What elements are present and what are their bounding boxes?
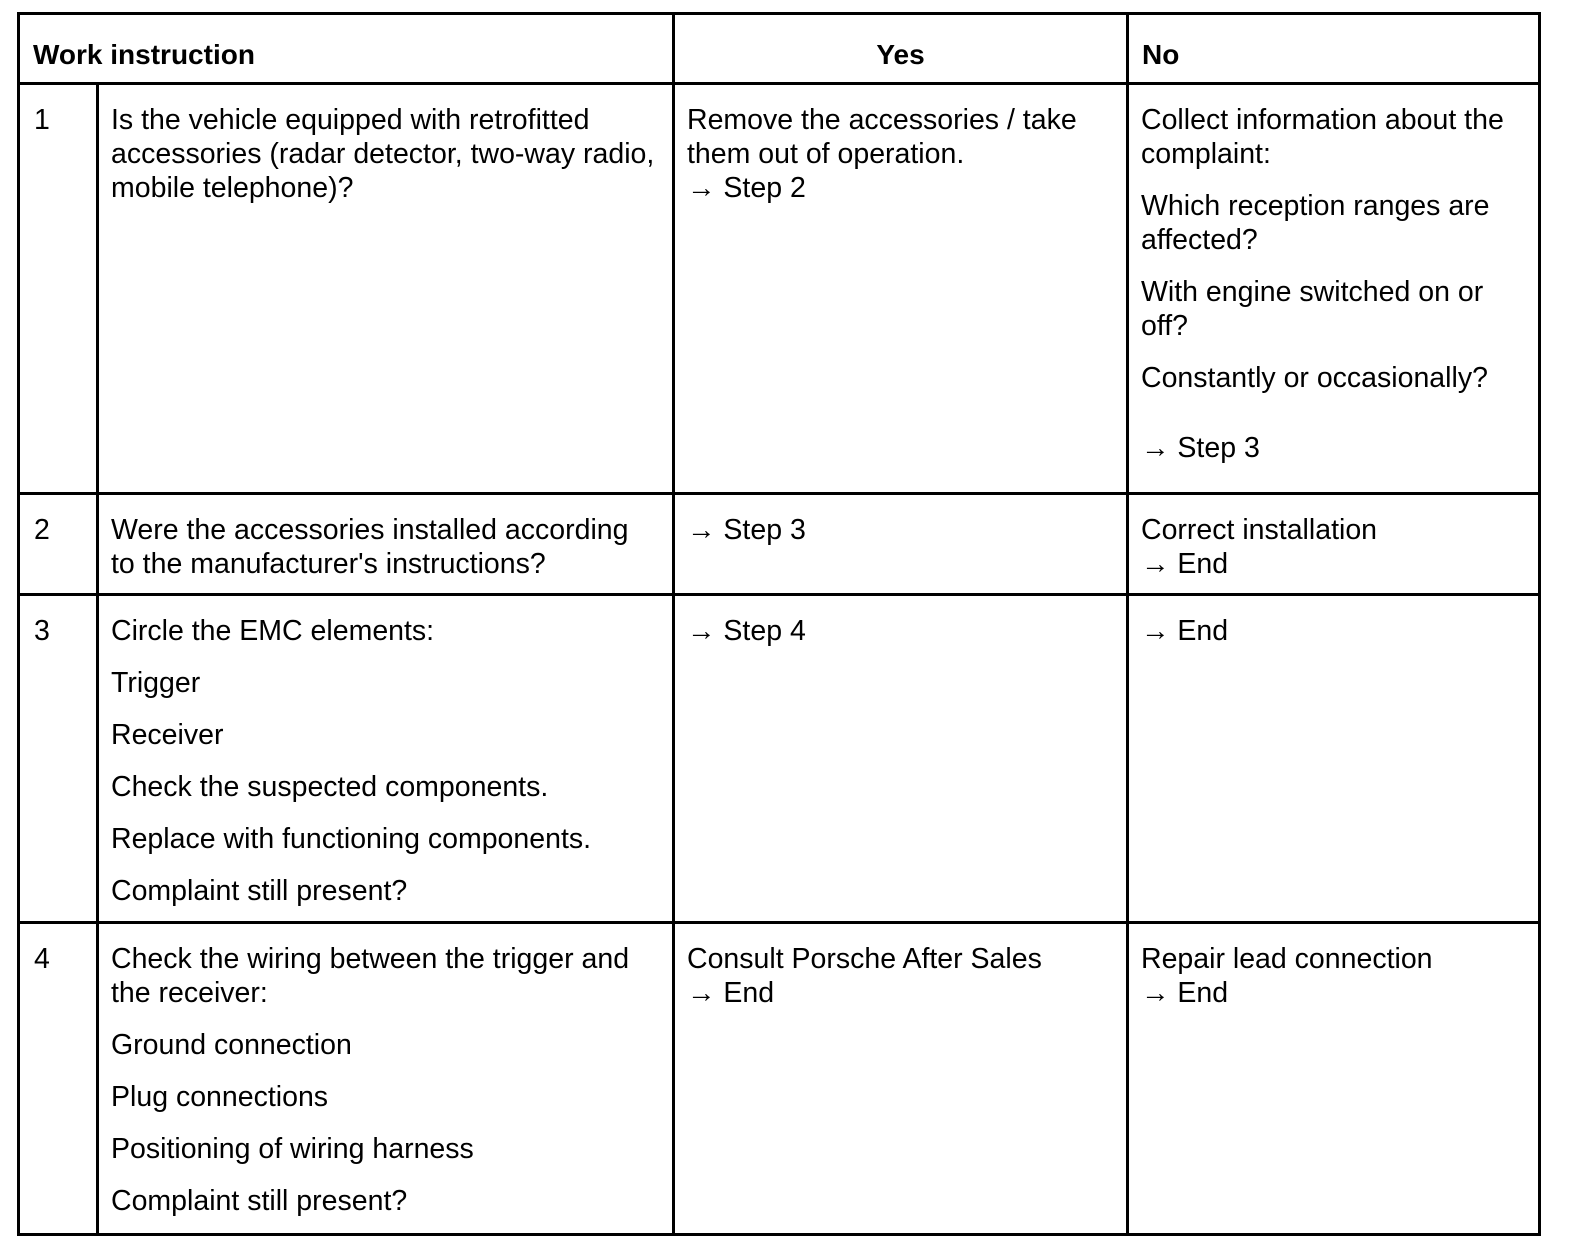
step-number: 1 [19,84,98,494]
instruction-cell [98,923,674,1235]
instruction-text: Is the vehicle equipped with retrofitted accessories (radar detector, two-way radio, mobile telephone)? [111,104,655,204]
no-goto: → End [1141,548,1229,580]
instruction-text: Check the suspected components. [111,771,549,803]
yes-text: Remove the accessories / take them out of operation. [687,104,1077,170]
no-cell [1128,494,1540,595]
instruction-text: Receiver [111,719,224,751]
instruction-text: Complaint still present? [111,875,408,907]
instruction-cell [98,494,674,595]
yes-text: Consult Porsche After Sales [687,943,1042,975]
yes-goto: → Step 2 [687,172,806,204]
instruction-text: Trigger [111,667,201,699]
header-no: No [1128,14,1540,84]
instruction-text: Replace with functioning components. [111,823,592,855]
no-text: Which reception ranges are affected? [1141,190,1490,256]
instruction-text: Complaint still present? [111,1185,408,1217]
table-row [19,84,1540,494]
step-number: 4 [19,923,98,1235]
yes-goto: → Step 4 [687,615,806,647]
table-row [19,595,1540,923]
instruction-text: Plug connections [111,1081,329,1113]
header-yes: Yes [674,14,1128,84]
no-cell [1128,595,1540,923]
table-row [19,923,1540,1235]
no-text: With engine switched on or off? [1141,276,1484,342]
instruction-text: Were the accessories installed according to the manufacturer's instructions? [111,514,629,580]
yes-cell [674,84,1128,494]
no-text: Repair lead connection [1141,943,1433,975]
no-text: Collect information about the complaint: [1141,104,1504,170]
header-row [19,14,1540,84]
yes-cell [674,923,1128,1235]
yes-cell [674,494,1128,595]
no-goto: → Step 3 [1141,432,1260,464]
no-goto: → End [1141,977,1229,1009]
no-text: Correct installation [1141,514,1378,546]
no-text: Constantly or occasionally? [1141,362,1488,394]
table-row [19,494,1540,595]
header-work-instruction: Work instruction [19,14,674,84]
no-cell [1128,84,1540,494]
instruction-cell [98,595,674,923]
work-instruction-table [17,12,1541,1236]
no-cell [1128,923,1540,1235]
instruction-text: Check the wiring between the trigger and the receiver: [111,943,630,1009]
instruction-cell [98,84,674,494]
step-number: 2 [19,494,98,595]
yes-cell [674,595,1128,923]
instruction-text: Ground connection [111,1029,352,1061]
step-number: 3 [19,595,98,923]
yes-goto: → End [687,977,775,1009]
no-goto: → End [1141,615,1229,647]
yes-goto: → Step 3 [687,514,806,546]
instruction-text: Circle the EMC elements: [111,615,435,647]
instruction-text: Positioning of wiring harness [111,1133,474,1165]
